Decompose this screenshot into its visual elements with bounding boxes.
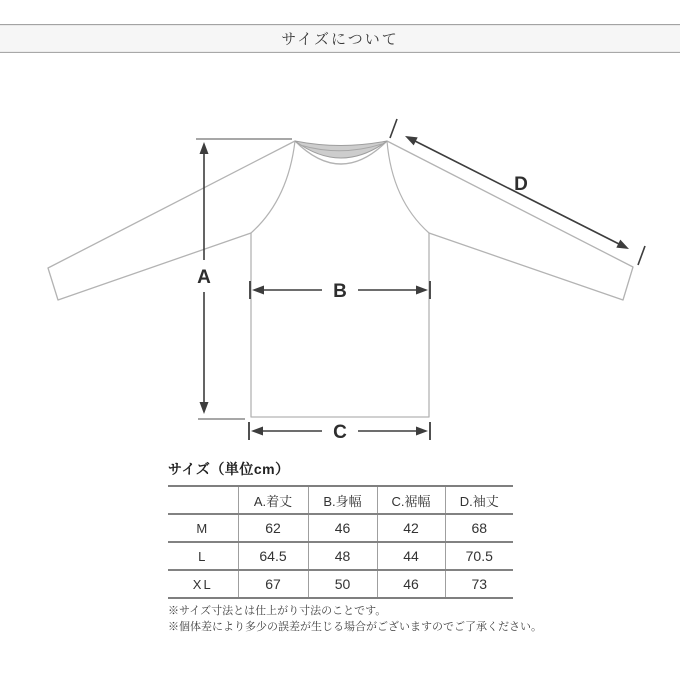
cell-m-length: 62 — [238, 514, 308, 542]
label-b: B — [333, 281, 347, 302]
row-label-xl: XL — [168, 570, 238, 598]
cell-m-hem: 42 — [377, 514, 445, 542]
cell-xl-length: 67 — [238, 570, 308, 598]
dimension-c — [249, 422, 430, 443]
label-d: D — [514, 174, 528, 195]
cell-l-sleeve: 70.5 — [445, 542, 513, 570]
row-label-m: M — [168, 514, 238, 542]
cell-m-sleeve: 68 — [445, 514, 513, 542]
label-c: C — [333, 422, 347, 443]
size-table — [168, 485, 513, 599]
col-header-hem: C.裾幅 — [377, 486, 445, 514]
size-table-header-row — [168, 486, 513, 514]
col-header-chest: B.身幅 — [308, 486, 377, 514]
shirt-outline — [48, 141, 633, 417]
label-a: A — [197, 267, 211, 288]
section-title: サイズについて — [281, 31, 399, 48]
table-row-m — [168, 514, 513, 542]
size-table-section — [168, 459, 514, 599]
cell-l-hem: 44 — [377, 542, 445, 570]
footnotes — [168, 604, 568, 636]
cell-xl-chest: 50 — [308, 570, 377, 598]
corner-cell — [168, 486, 238, 514]
table-row-l — [168, 542, 513, 570]
cell-xl-hem: 46 — [377, 570, 445, 598]
cell-xl-sleeve: 73 — [445, 570, 513, 598]
col-header-sleeve: D.袖丈 — [445, 486, 513, 514]
cell-m-chest: 46 — [308, 514, 377, 542]
footnote-line: ※個体差により多少の誤差が生じる場合がございますのでご了承ください。 — [168, 620, 542, 633]
table-row-xl — [168, 570, 513, 598]
row-label-l: L — [168, 542, 238, 570]
size-table-title: サイズ（単位cm） — [168, 461, 290, 477]
footnote-line: ※サイズ寸法とは仕上がり寸法のことです。 — [168, 605, 387, 617]
cell-l-chest: 48 — [308, 542, 377, 570]
cell-l-length: 64.5 — [238, 542, 308, 570]
col-header-length: A.着丈 — [238, 486, 308, 514]
